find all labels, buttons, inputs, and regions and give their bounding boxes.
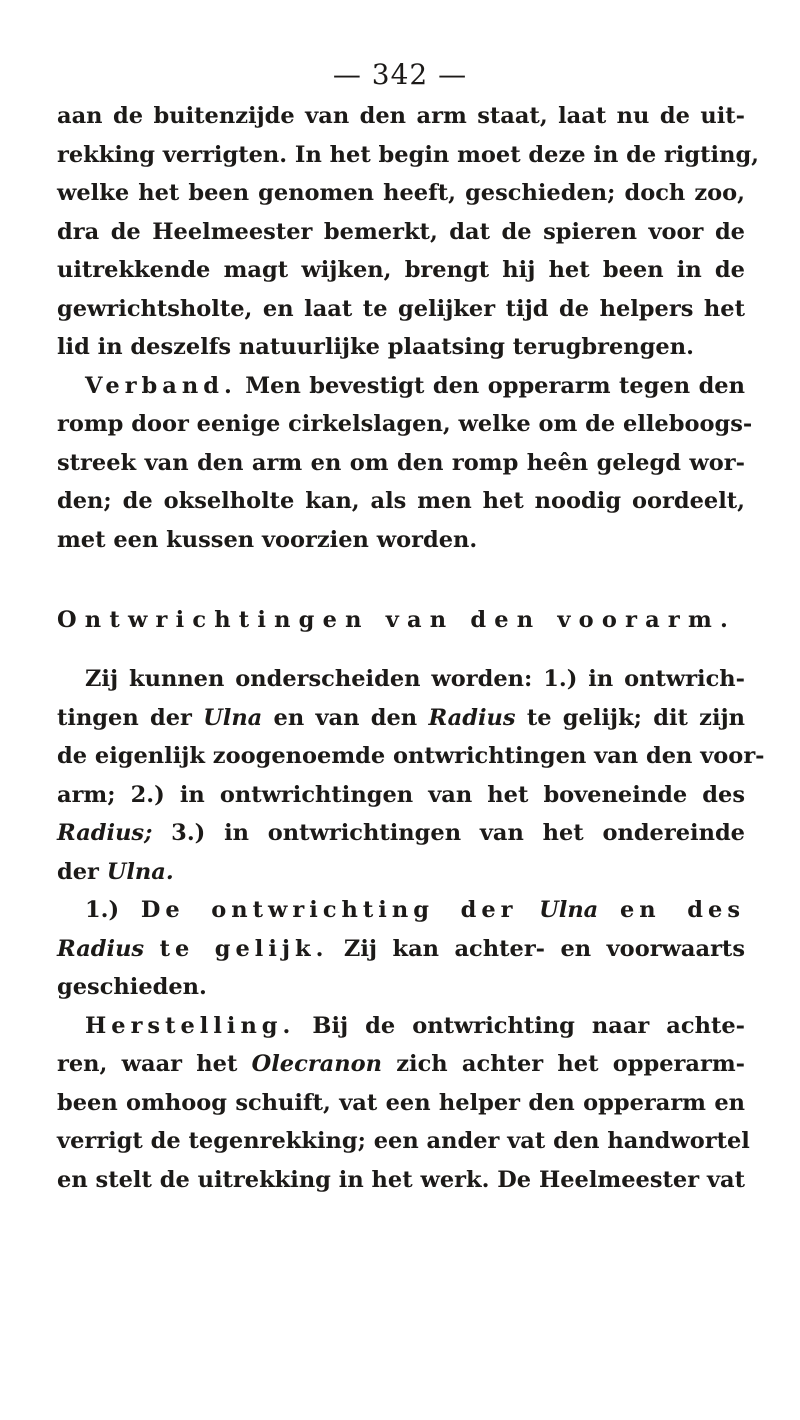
text-line: uitrekkende magt wijken, brengt hij het been in de (57, 257, 745, 283)
text-line: lid in deszelfs natuurlijke plaatsing terugbrengen. (57, 334, 694, 360)
verband-label: Verband. (85, 372, 237, 399)
subsection-title: te gelijk. (159, 935, 329, 962)
text-line (57, 1045, 745, 1084)
herstelling-label: Herstelling. (85, 1012, 296, 1039)
text-segment: te gelijk; dit zijn (515, 704, 746, 731)
text-line: de eigenlijk zoogenoemde ontwrichtingen van den voor- (57, 743, 765, 769)
text-line: met een kussen voorzien worden. (57, 526, 478, 553)
text-segment: ren, waar het (57, 1051, 252, 1077)
ulna-term: Ulna (539, 897, 599, 923)
text-line (57, 699, 745, 738)
text-segment: Bij de ontwrichting naar achte- (312, 1012, 745, 1039)
text-segment: der (57, 858, 107, 885)
text-line (57, 930, 745, 969)
text-line: been omhoog schuift, vat een helper den opperarm en (57, 1089, 745, 1116)
text-line: gewrichtsholte, en laat te gelijker tijd de helpers het (57, 295, 745, 322)
text-line (57, 853, 745, 892)
text-line: Zij kunnen onderscheiden worden: 1.) in ontwrich- (85, 666, 745, 692)
text-line: den; de okselholte kan, als men het noodig oordeelt, (57, 488, 745, 514)
text-line: rekking verrigten. In het begin moet deze in de rigting, (57, 141, 760, 168)
text-segment: 3.) in ontwrichtingen van het ondereinde (152, 820, 745, 846)
text-segment: Zij kan achter- en voorwaarts (343, 935, 745, 962)
subsection-number: 1.) (85, 897, 120, 923)
text-line: arm; 2.) in ontwrichtingen van het boveneinde des (57, 781, 745, 808)
verband-text: Men bevestigt den opperarm tegen den (245, 372, 745, 399)
subsection-title-line (57, 891, 745, 930)
text-segment: en van den (262, 704, 429, 731)
ulna-term: Ulna (203, 704, 263, 731)
radius-term: Radius (428, 704, 516, 731)
text-line: aan de buitenzijde van den arm staat, laat nu de uit- (57, 103, 745, 129)
text-line: romp door eenige cirkelslagen, welke om de elleboogs- (57, 411, 753, 437)
olecranon-term: Olecranon (251, 1051, 382, 1077)
herstelling-line (57, 1007, 745, 1046)
text-segment: zich achter het opperarm- (381, 1051, 745, 1077)
page-number: — 342 — (332, 58, 468, 91)
text-line: welke het been genomen heeft, geschieden; doch zoo, (57, 180, 745, 206)
text-line (57, 814, 745, 853)
text-segment: tingen der (57, 704, 204, 731)
text-block-top (57, 97, 760, 559)
text-line: geschieden. (57, 974, 207, 1000)
verband-line (57, 367, 745, 406)
text-block-bottom (57, 660, 765, 1199)
radius-term: Radius; (57, 820, 153, 846)
subsection-title: De ontwrichting der (140, 897, 518, 923)
text-line: dra de Heelmeester bemerkt, dat de spieren voor de (57, 218, 745, 245)
section-heading: Ontwrichtingen van den voorarm. (57, 607, 737, 633)
text-line: streek van den arm en om den romp heên gelegd wor- (57, 449, 745, 476)
text-line: verrigt de tegenrekking; een ander vat den handwortel (57, 1128, 750, 1154)
subsection-title: en des (619, 897, 745, 923)
radius-term: Radius (57, 935, 145, 962)
ulna-term: Ulna. (106, 858, 174, 885)
text-line: en stelt de uitrekking in het werk. De Heelmeester vat (57, 1166, 745, 1193)
